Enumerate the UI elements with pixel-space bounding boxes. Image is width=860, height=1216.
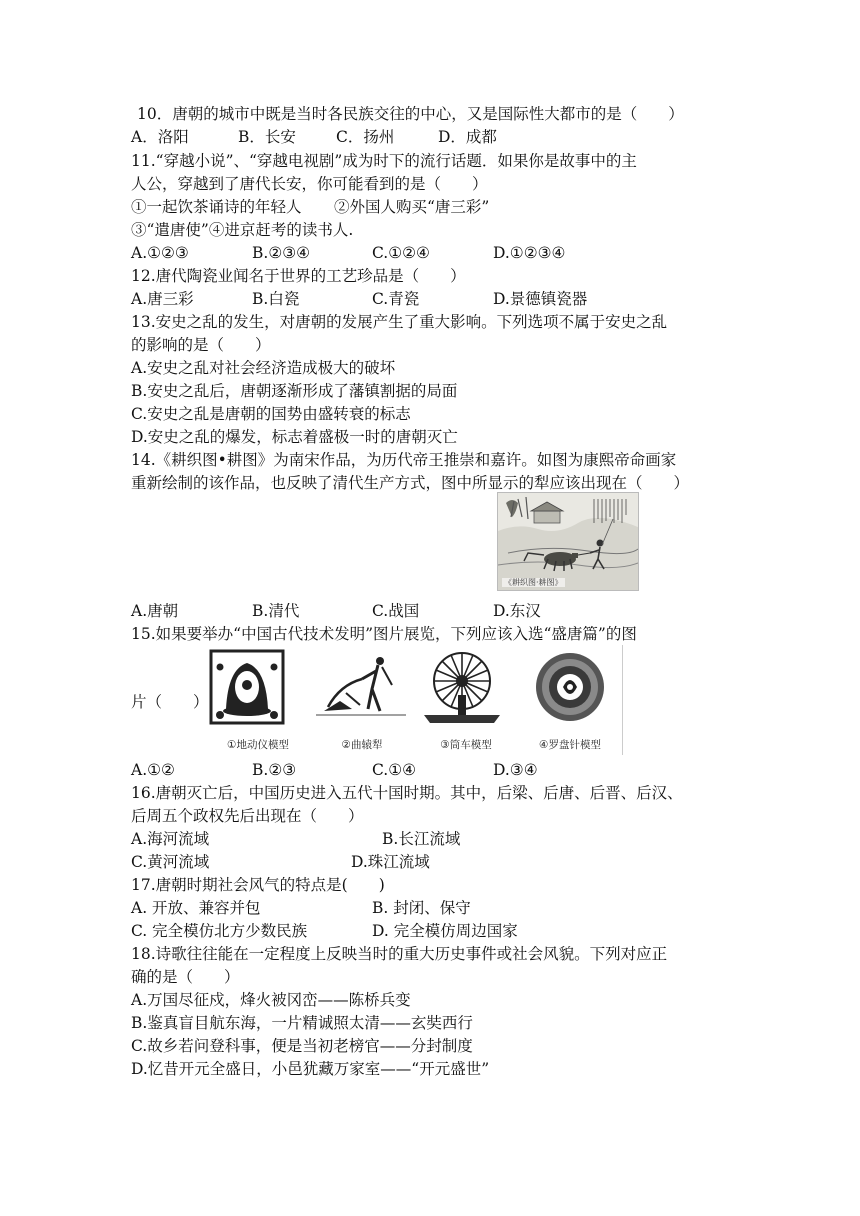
q17-option-b: B. 封闭、保守	[372, 899, 471, 917]
q10-option-c: C．扬州	[336, 128, 395, 146]
curved-plough-icon	[310, 645, 414, 735]
curved-plough-image	[310, 645, 414, 755]
q10-option-d: D．成都	[438, 128, 497, 146]
q11-stem-line2: 人公，穿越到了唐代长安，你可能看到的是（ ）	[131, 175, 488, 193]
q15-stem-line1: 15.如果要举办“中国古代技术发明”图片展览，下列应该入选“盛唐篇”的图	[131, 625, 637, 643]
q16-stem-line1: 16.唐朝灭亡后，中国历史进入五代十国时期。其中，后梁、后唐、后晋、后汉、	[131, 784, 683, 802]
q14-stem-line1: 14.《耕织图•耕图》为南宋作品，为历代帝王推崇和嘉许。如图为康熙帝命画家	[131, 451, 677, 469]
q10-option-b: B．长安	[238, 128, 296, 146]
q14-option-a: A.唐朝	[131, 602, 179, 620]
q10-stem: 10．唐朝的城市中既是当时各民族交往的中心，又是国际性大都市的是（ ）	[137, 105, 684, 123]
q18-stem-line1: 18.诗歌往往能在一定程度上反映当时的重大历史事件或社会风貌。下列对应正	[131, 945, 668, 963]
q12-option-d: D.景德镇瓷器	[493, 290, 588, 308]
q11-item-2: ②外国人购买“唐三彩”	[334, 198, 490, 216]
q17-options-line2	[131, 920, 740, 942]
q15-option-d: D.③④	[493, 761, 538, 779]
q11-stem-line1: 11.“穿越小说”、“穿越电视剧”成为时下的流行话题．如果你是故事中的主	[131, 152, 637, 170]
waterwheel-caption: ③筒车模型	[440, 739, 492, 751]
q11-option-c: C.①②④	[372, 244, 430, 262]
q14-option-c: C.战国	[372, 602, 420, 620]
seismograph-image	[206, 645, 310, 755]
q18-option-b: B.鉴真盲目航东海，一片精诚照太清——玄奘西行	[131, 1014, 473, 1032]
q16-option-d: D.珠江流域	[351, 853, 430, 871]
q13-option-b: B.安史之乱后，唐朝逐渐形成了藩镇割据的局面	[131, 382, 458, 400]
q15-stem-line2: 片（ ）	[131, 693, 209, 711]
seismograph-icon	[206, 645, 310, 735]
q11-items-line2: ③“遣唐使”④进京赶考的读书人.	[131, 221, 354, 239]
q17-option-a: A. 开放、兼容并包	[131, 899, 261, 917]
q10-option-a: A．洛阳	[131, 128, 189, 146]
q14-stem-line2: 重新绘制的该作品，也反映了清代生产方式，图中所显示的犁应该出现在（ ）	[131, 474, 690, 492]
compass-icon	[518, 645, 622, 735]
q10-options	[131, 126, 740, 148]
q12-option-a: A.唐三彩	[131, 290, 194, 308]
q15-option-b: B.②③	[252, 761, 297, 779]
compass-caption: ④罗盘针模型	[539, 739, 601, 751]
q11-item-1: ①一起饮茶诵诗的年轻人	[131, 198, 302, 216]
q18-stem-line2: 确的是（ ）	[131, 968, 240, 986]
q18-option-d: D.忆昔开元全盛日，小邑犹藏万家室——“开元盛世”	[131, 1060, 490, 1078]
q13-stem-line1: 13.安史之乱的发生，对唐朝的发展产生了重大影响。下列选项不属于安史之乱	[131, 313, 668, 331]
q13-option-a: A.安史之乱对社会经济造成极大的破坏	[131, 359, 396, 377]
q18-option-a: A.万国尽征戍，烽火被冈峦——陈桥兵变	[131, 991, 411, 1009]
q17-option-c: C. 完全模仿北方少数民族	[131, 922, 308, 940]
q16-option-b: B.长江流域	[382, 830, 461, 848]
q12-option-c: C.青瓷	[372, 290, 420, 308]
q11-option-a: A.①②③	[131, 244, 189, 262]
seismograph-caption: ①地动仪模型	[227, 739, 289, 751]
waterwheel-icon	[414, 645, 518, 735]
q16-option-c: C.黄河流域	[131, 853, 210, 871]
q17-options-line1	[131, 897, 740, 919]
q11-options	[131, 242, 740, 264]
plowing-painting-image	[497, 492, 639, 591]
q14-option-b: B.清代	[252, 602, 300, 620]
q15-option-a: A.①②	[131, 761, 175, 779]
q14-options	[131, 600, 740, 622]
q16-options-line2	[131, 851, 740, 873]
q13-option-d: D.安史之乱的爆发，标志着盛极一时的唐朝灭亡	[131, 428, 458, 446]
q15-options	[131, 759, 740, 781]
q12-stem: 12.唐代陶瓷业闻名于世界的工艺珍品是（ ）	[131, 267, 466, 285]
inventions-image-strip	[206, 645, 623, 755]
q13-stem-line2: 的影响的是（ ）	[131, 336, 271, 354]
q16-options-line1	[131, 828, 740, 850]
q17-option-d: D. 完全模仿周边国家	[372, 922, 518, 940]
curved-plough-caption: ②曲辕犁	[341, 739, 383, 751]
plowing-painting-drawing	[498, 493, 638, 590]
q15-option-c: C.①④	[372, 761, 417, 779]
q17-stem: 17.唐朝时期社会风气的特点是( )	[131, 876, 385, 894]
q16-option-a: A.海河流域	[131, 830, 210, 848]
q12-options	[131, 288, 740, 310]
compass-image	[518, 645, 622, 755]
q13-option-c: C.安史之乱是唐朝的国势由盛转衰的标志	[131, 405, 411, 423]
q18-option-c: C.故乡若问登科事，便是当初老榜官——分封制度	[131, 1037, 473, 1055]
plowing-painting-caption: 《耕织图·耕图》	[504, 578, 563, 587]
q11-option-d: D.①②③④	[493, 244, 566, 262]
q16-stem-line2: 后周五个政权先后出现在（ ）	[131, 807, 364, 825]
q11-items-line1	[131, 196, 740, 218]
waterwheel-image	[414, 645, 518, 755]
q14-option-d: D.东汉	[493, 602, 541, 620]
q11-option-b: B.②③④	[252, 244, 311, 262]
q12-option-b: B.白瓷	[252, 290, 300, 308]
